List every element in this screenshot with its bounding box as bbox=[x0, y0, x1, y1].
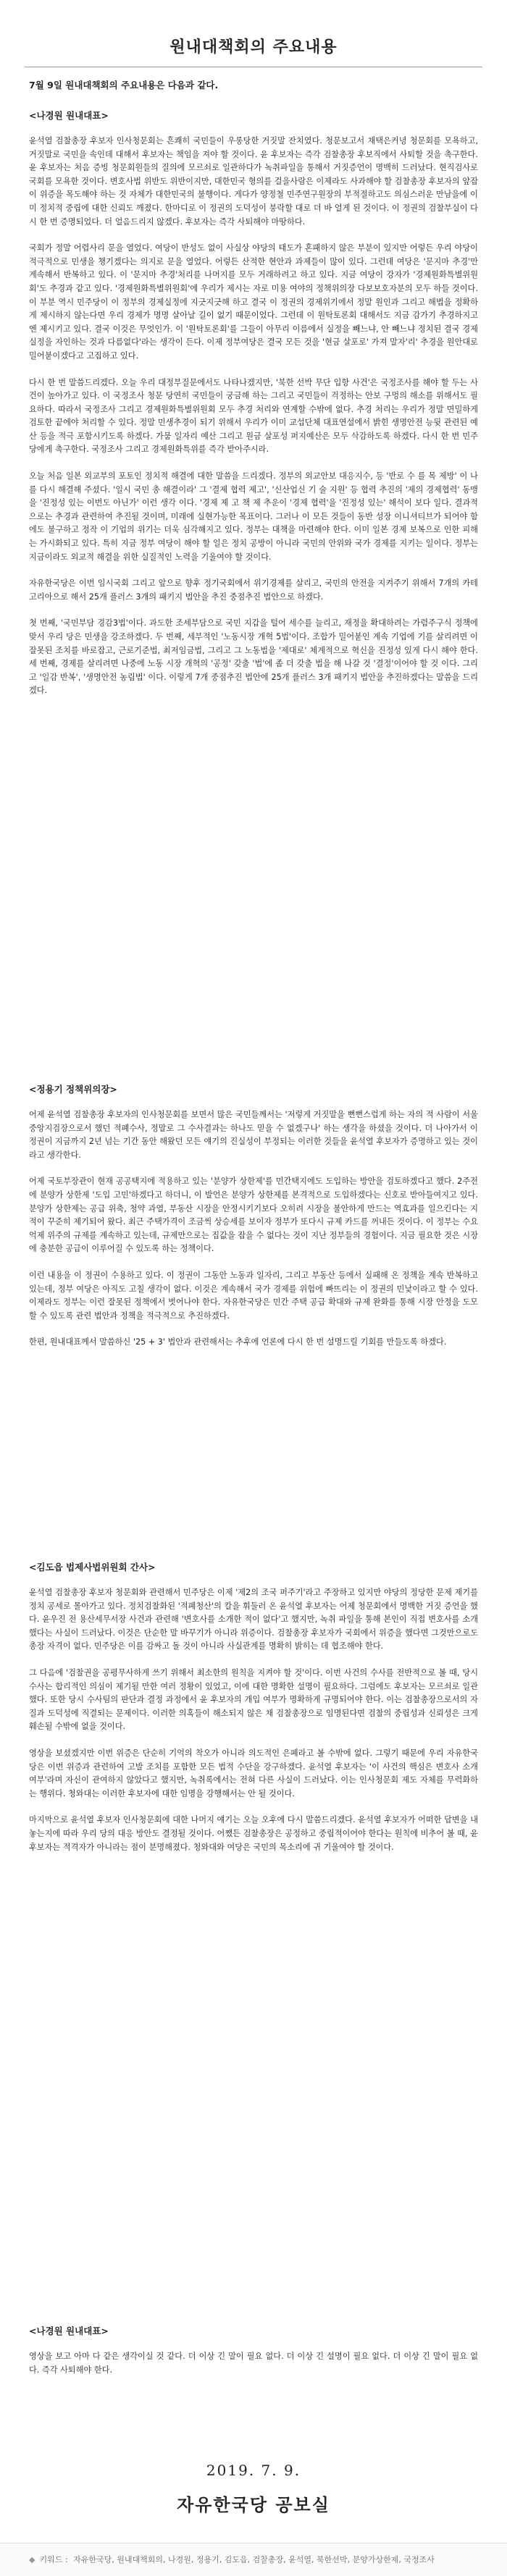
section-jung-yong-ki bbox=[29, 1082, 478, 1363]
tag-link[interactable]: 검찰총장 bbox=[252, 2555, 284, 2564]
tag-link[interactable]: 나경원 bbox=[167, 2555, 191, 2564]
tag-link[interactable]: 분양가상한제 bbox=[352, 2555, 399, 2564]
section-heading: <김도읍 법제사법위원회 간사> bbox=[29, 1562, 156, 1573]
tag-link[interactable]: 국정조사 bbox=[403, 2555, 435, 2564]
paragraph: 다시 한 번 말씀드리겠다. 오늘 우리 대정부질문에서도 나타나겠지만, '북한 선박 무단 입항 사건'은 국정조사를 해야 할 두는 사건이 높아가고 있다. 이 국정조사 청문 당연히 국민들이 궁금해 하는 그리고 국민들이 걱정하는 안보 구멍의 해소를 위해서도 필요하다. 따라서 국정조사 그리고 경제원화특별위원회 모두 추경 처리와 연계할 수밖에 없다. 추경 처리는 우리가 정말 면밀하게 검토한 끝에야 처리할 수 있다. 정말 민생추경이 되기 위해서 우리가 이미 교섭단체 대표연설에서 밝힌 생명안전 능뒷 관련된 예산 등을 적극 포함시키도록 하겠다. 가뭄 일자리 예산 그리고 원금 살포성 퍼지예산은 모두 삭감하도록 하겠다. 다시 한 번 민주당에게 촉구한다. 국정조사 그리고 경제원화특위를 즉각 받아주시라. bbox=[29, 377, 478, 455]
keyword-label: 키워드 : bbox=[39, 2555, 68, 2564]
paragraph: 어제 윤석열 검찰총장 후보자의 인사청문회를 보면서 많은 국민들께서는 '저렇게 거짓말을 뻔뻔스럽게 하는 자의 적 사람이 서울중앙지검장으로서 했던 적폐수사, 정말로 그 수사결과는 하나도 믿을 수 없겠구나' 하는 생각을 하셨을 것이다. 더 나아가서 이 정권이 지금까지 2년 넘는 기간 동안 해왔던 모든 얘기의 진실성이 부정되는 이러한 것들을 윤석열 후보자가 증명하고 있는 것이라고 생각한다. bbox=[29, 1110, 478, 1160]
paragraph: 마지막으로 윤석열 후보자 인사청문회에 대한 나머지 얘기는 오늘 오후에 다시 말씀드리겠다. 윤석열 후보자가 어떠한 답변을 내놓는지에 따라 우리 당의 대응 방안도 결정될 것이다. 어쨌든 검찰총장은 공정하고 중립적이어야 한다는 원칙에 비추어 볼 때, 윤 후보자는 적격자가 아니라는 점이 분명해졌다. 청와대와 여당은 국민의 목소리에 귀 기울여야 할 것이다. bbox=[29, 1815, 478, 1852]
paragraph: 한편, 원내대표께서 말씀하신 '25 + 3' 법안과 관련해서는 추후에 언론에 다시 한 번 설명드릴 기회를 만들도록 하겠다. bbox=[29, 1337, 447, 1347]
tag-link[interactable]: 윤석열 bbox=[288, 2555, 312, 2564]
tag-icon: ◆ bbox=[29, 2555, 35, 2564]
paragraph: 윤석열 검찰총장 후보자 인사청문회는 흔쾌히 국민들이 우롱당한 거짓말 잔치였다. 청문보고서 채택은커녕 청문회를 모욕하고, 거짓말로 국민을 속인데 대해서 후보자는 책임을 져야 할 것이다. 윤 후보자는 즉각 검찰총장 후보직에서 사퇴할 것을 촉구한다. 윤 후보자는 처음 증빙 청문회원들의 질의에 모르쇠로 일관하다가 녹취파일을 통해서 거짓증언이 명백히 드러났다. 현직검사로 국회를 모욕한 것이다. 변호사법 위반도 위반이지만, 대한민국 형의를 걸을사람은 이제라도 사과해야 할 검찰총장 후보자의 앞잡이 위증을 목도해야 하는 것 자체가 대한민국의 불행이다. 게다가 양정철 민주연구원장의 부적절하고도 의심스러운 만남을에 이미 정치적 중립에 대한 신뢰도 깨졌다. 한마디로 이 정권의 도덕성이 붕락할 대로 더 바 얼게 된 것이다. 이 정권의 검찰부실이 다시 한 번 증명되었다. 더 얼음드리지 않겠다. 후보자는 즉각 사퇴해야 마땅하다. bbox=[29, 136, 478, 227]
paragraph: 오늘 처음 일본 외교부의 포토인 정치적 해결에 대한 말씀을 드리겠다. 정부의 외교안보 대응지수, 등 '반로 수 를 목 제방' 이 나를 다시 해결해 주셨다. '일시 국민 총 해결이라' 그 '결제 협력 제고', '신산업신 기 술 지원' 등 협력 추진의 '제의 경제협력' 동맹을 '진정성 있는 이번도 아닌가' 이런 생각 이다. '경제 제 고 책 제 추운이 '경제 협력'을 '진정성 있는' 해석이 보다 일다. 결과적으로는 추경과 관련하여 추진될 것이며, 미래에 실현가능한 목표이다. 그러나 이 모든 것들이 동반 성장 이니셔티브가 되어야 함에도 불구하고 정작 이 기업의 위기는 더욱 심각해지고 있다. 정부는 대책을 마련해야 한다. 이미 일본 경제 보복으로 인한 피해는 가시화되고 있다. 특히 지금 정부 여당이 해야 할 일은 정치 공방이 아니라 국민의 안위와 국가 경제를 지키는 일이다. 정부는 지금이라도 외교적 해결을 위한 실질적인 노력을 기울여야 할 것이다. bbox=[29, 471, 478, 562]
section-na-kyung-won-1 bbox=[29, 109, 478, 711]
paragraph: 어제 국토부장관이 현재 공공택지에 적용하고 있는 '분양가 상한제'를 민간택지에도 도입하는 방안을 검토하겠다고 했다. 2주전에 분양가 상한제 '도입 고민'하겠다고 하더니, 이 발언은 분양가 상한제를 본격적으로 도입하겠다는 신호로 받아들여지고 있다. 분양가 상한제는 공급 위축, 청약 과열, 부동산 시장을 안정시키기보다 오히려 시장을 불안하게 만드는 역효과를 일으킨다는 지적이 꾸준히 제기되어 왔다. 최근 주택가격이 조금씩 상승세를 보이자 정부가 또다시 규제 카드를 꺼내든 것이다. 이 정부는 수요 억제 위주의 규제를 계속하고 있는데, 규제만으로는 집값을 잡을 수 없다는 것이 지난 정부들의 경험이다. 지금 필요한 것은 시장에 충분한 공급이 이루어질 수 있도록 하는 정책이다. bbox=[29, 1177, 478, 1254]
tag-link[interactable]: 자유한국당 bbox=[73, 2555, 112, 2564]
paragraph: 자유한국당은 이번 임시국회 그리고 앞으로 향후 정기국회에서 위기경제를 살리고, 국민의 안전을 지켜주기 위해서 7개의 카테고리아으로 해서 25개 플러스 3개의 패키지 법안을 추진 중점추진 법안으로 하겠다. bbox=[29, 578, 478, 602]
tag-link[interactable]: 원내대책회의 bbox=[117, 2555, 163, 2564]
paragraph: 이런 내용을 이 정권이 수용하고 있다. 이 정권이 그동안 노동과 일자리, 그리고 부동산 등에서 실패해 온 정책을 계속 반복하고 있는데, 정부 여당은 아직도 고칠 생각이 없다. 이것은 계속해서 국가 경제를 위험에 빠뜨리는 이 정권의 민낯이라고 할 수 있다. 이제라도 정부는 이런 잘못된 정책에서 벗어나야 한다. 자유한국당은 민간 주택 공급 확대와 규제 완화를 통해 시장 안정을 도모할 수 있도록 관련 법안과 정책을 적극적으로 추진하겠다. bbox=[29, 1270, 478, 1321]
tag-link[interactable]: 북한선박 bbox=[317, 2555, 348, 2564]
paragraph: 그 다음에 '검찰권을 공평무사하게 쓰기 위해서 최소한의 원칙을 지켜야 할 것'이다. 이번 사건의 수사를 전반적으로 볼 때, 당시 수사는 합리적인 의심이 제기될 만한 여러 정황이 있었고, 이에 대한 명확한 설명이 필요하다. 그럼에도 후보자는 모르쇠로 일관했다. 또한 당시 수사팀의 판단과 결정 과정에서 윤 후보자의 개입 여부가 명확하게 규명되어야 한다. 이는 검찰총장으로서의 자질과 도덕성에 직결되는 문제이다. 이러한 의혹들이 해소되지 않은 채 검찰총장으로 임명된다면 검찰의 중립성과 신뢰성은 크게 훼손될 수밖에 없을 것이다. bbox=[29, 1667, 478, 1732]
tag-link[interactable]: 정용기 bbox=[196, 2555, 219, 2564]
document-title: 원내대책회의 주요내용 bbox=[169, 38, 338, 56]
keyword-tags: ◆ 키워드 : 자유한국당, 원내대책회의, 나경원, 정용기, 김도읍, 검찰총장, 윤석열, 북한선박, 분양가상한제, 국정조사 bbox=[0, 2543, 507, 2576]
intro-line: 7월 9일 원내대책회의 주요내용은 다음과 같다. bbox=[29, 80, 219, 91]
issuer-name: 자유한국당 공보실 bbox=[177, 2495, 330, 2515]
paragraph: 첫 번째, '국민부담 경감3법'이다. 과도한 조세부담으로 국민 지갑을 털어 세수를 늘리고, 재정을 확대하려는 가렴주구식 정책에 맞서 우리 당은 민생을 강조하겠다. 두 번째, 세부적인 '노동시장 개혁 5법'이다. 조합가 밀어붙인 계속 기업에 기를 살리려면 이 잘못된 조치를 바로잡고, 근로기준법, 최저임금법, 그리고 그 노동법을 '제대로' 체계적으로 혁신을 진정성 있게 다시 해야 한다. 세 번째, 경제를 살리려면 나중에 노동 시장 개혁의 '공정' 갖출 '법'에 좀 더 갖출 법을 해 나갈 것 '결정'이어야 할 것 이다. 그리고 '일감 반복', '생명안전 농림법' 이다. 이렇게 7개 중점추진 법안에 25개 플러스 3개 패키지 법안을 추진하겠다는 말씀을 드리겠다. bbox=[29, 618, 478, 696]
section-heading: <나경원 원내대표> bbox=[29, 110, 109, 121]
section-heading: <나경원 원내대표> bbox=[29, 2325, 109, 2336]
tag-link[interactable]: 김도읍 bbox=[224, 2555, 248, 2564]
release-date: 2019. 7. 9. bbox=[206, 2462, 301, 2479]
section-na-kyung-won-2 bbox=[29, 2324, 478, 2390]
section-kim-do-eup bbox=[29, 1560, 478, 1867]
paragraph: 영상을 보고 아마 다 같은 생각이실 것 같다. 더 이상 긴 말이 필요 없다. 더 이상 긴 설명이 필요 없다. 더 이상 긴 말이 필요 없다. 즉각 사퇴해야 한다. bbox=[29, 2352, 478, 2375]
paragraph: 국회가 정말 어렵사리 문을 열었다. 여당이 반성도 없이 사실상 야당의 태도가 혼패하지 않은 부분이 있지만 어렇든 우리 야당이 적극적으로 민생을 챙기겠다는 의지로 문을 열었다. 어렇든 산적한 현안과 과제들이 많이 있다. 그런데 여당은 '문지마 추경'만 계속해서 반복하고 있다. 이 '문지마 추경'처리를 나머지를 모두 거래하려고 하고 있다. 지금 여당이 강자가 '경제원화특별위원회'도 추경과 같고 있다. '경제원화특별위원회'에 우리가 제시는 자로 미용 여야의 정책위의장 다보보호자분의 모두 하들 것이다. 이 부분 역시 민주당이 이 정부의 경제실정에 지긋지긋해 하고 결국 이 정권의 경제위기에서 정말 원인과 그리고 해법을 정확하게 제시하지 않는다면 우리 경제가 명명 살아날 길이 없기 때문이었다. 그런데 이 원탁토론회 대해서도 지금 감가기 추경하지고 엔 제시키고 있다. 결국 이것은 무엇인가. 이 '원탁토론회'를 그들이 아무리 이름에서 실정을 빼느냐, 안 빼느냐 정치된 결국 경제실정을 자인하는 것과 다름없다'라는 생각이 든다. 이제 정부여당은 결국 모든 것을 '현금 살포로' 가져 말자'리' 추경을 원안대로 밀어붙이겠다고 고집하고 있다. bbox=[29, 243, 478, 361]
paragraph: 윤석열 검찰총장 후보자 청문회와 관련해서 민주당은 이제 '제2의 조국 퍼주기'라고 주장하고 있지만 야당의 정당한 문제 제기를 정치 공세로 몰아가고 있다. 정치검찰화된 '적폐청산'의 칼을 휘둘러 온 윤석열 후보자는 어제 청문회에서 명백한 거짓 증언을 했다. 윤우진 전 용산세무서장 사건과 관련해 '변호사를 소개한 적이 없다'고 했지만, 녹취 파일을 통해 본인이 직접 변호사를 소개했다는 사실이 드러났다. 이것은 단순한 말 바꾸기가 아니라 위증이다. 검찰총장 후보자가 국회에서 위증을 했다면 그것만으로도 총장 자격이 없다. 민주당은 이를 감싸고 돌 것이 아니라 사실관계를 명확히 밝히는 데 협조해야 한다. bbox=[29, 1588, 478, 1651]
paragraph: 영상을 보셨겠지만 이번 위증은 단순히 기억의 착오가 아니라 의도적인 은폐라고 볼 수밖에 없다. 그렇기 때문에 우리 자유한국당은 이번 위증과 관련하여 고발 조치를 포함한 모든 법적 수단을 강구하겠다. 윤석열 후보자는 '이 사건의 핵심은 변호사 소개 여부'라며 자신이 관여하지 않았다고 했지만, 녹취록에서는 전혀 다른 사실이 드러났다. 이는 인사청문회 제도 자체를 무력화하는 행위다. 청와대는 이러한 후보자에 대한 임명을 강행해서는 안 될 것이다. bbox=[29, 1748, 478, 1798]
section-heading: <정용기 정책위의장> bbox=[29, 1084, 117, 1095]
